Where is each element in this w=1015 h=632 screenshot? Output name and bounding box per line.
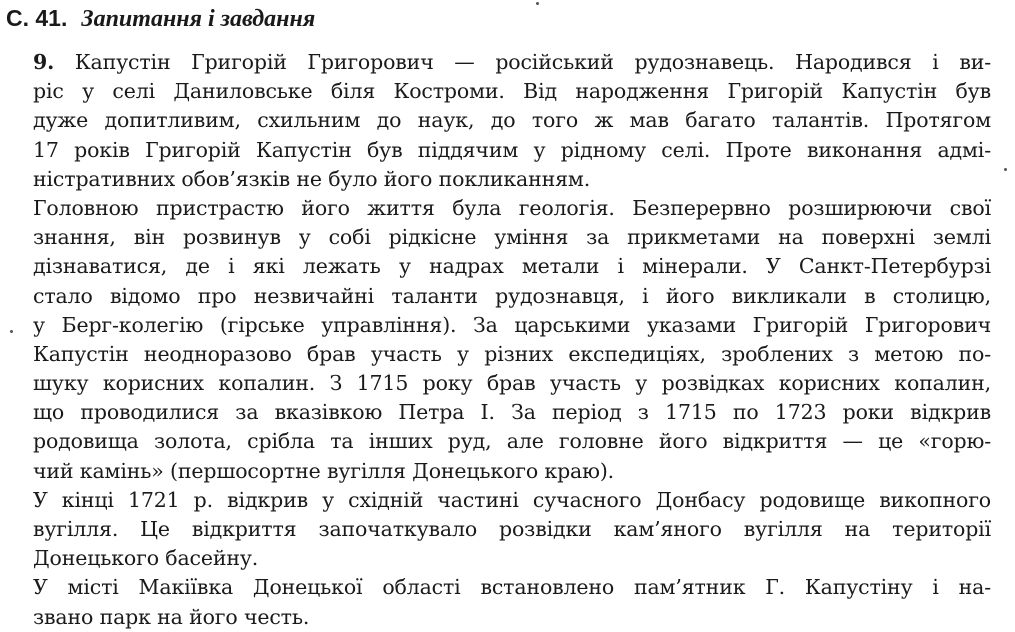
print-speck bbox=[536, 2, 539, 5]
text-line: ністративних обов’язків не було його покликанням. bbox=[33, 166, 591, 191]
text-line: У кінці 1721 р. відкрив у східній частині сучасного Донбасу родовище викопного bbox=[33, 487, 991, 512]
text-line: Донецького басейну. bbox=[33, 546, 259, 571]
text-line: ріс у селі Даниловське біля Костроми. Від народження Григорій Капустін був bbox=[33, 79, 991, 104]
print-speck bbox=[10, 330, 13, 333]
section-title: Запитання і завдання bbox=[81, 6, 316, 32]
text-line: дуже допитливим, схильним до наук, до того ж мав багато талантів. Протягом bbox=[33, 108, 991, 133]
text-line: чий камінь» (першосортне вугілля Донецького краю). bbox=[33, 458, 615, 483]
text-line: вугілля. Це відкриття започаткувало розвідки кам’яного вугілля на території bbox=[33, 517, 991, 541]
text-line bbox=[33, 48, 991, 77]
text-line: Капустін неодноразово брав участь у різних експедиціях, зроблених з метою по- bbox=[33, 341, 991, 366]
print-speck bbox=[1004, 168, 1007, 171]
text-line: звано парк на його честь. bbox=[33, 604, 310, 629]
text-line: родовища золота, срібла та інших руд, але головне його відкриття — це «горю- bbox=[33, 429, 991, 454]
text-line: знання, він розвинув у собі рідкісне уміння за прикметами на поверхні землі bbox=[33, 225, 991, 250]
text-line-content: Капустін Григорій Григорович — російський рудознавець. Народився і ви- bbox=[74, 50, 992, 74]
section-heading bbox=[6, 4, 315, 33]
text-line: що проводилися за вказівкою Петра І. За період з 1715 по 1723 роки відкрив bbox=[33, 400, 991, 425]
task-text bbox=[33, 48, 991, 632]
text-line: дізнаватися, де і які лежать у надрах метали і мінерали. У Санкт-Петербурзі bbox=[33, 254, 991, 279]
text-line: стало відомо про незвичайні таланти рудознавця, і його викликали в столицю, bbox=[33, 283, 991, 308]
text-line: У місті Макіївка Донецької області встановлено пам’ятник Г. Капустіну і на- bbox=[33, 575, 991, 600]
text-line: 17 років Григорій Капустін був піддячим у рідному селі. Проте виконання адмі- bbox=[33, 137, 991, 162]
text-line: Головною пристрастю його життя була геологія. Безперервно розширюючи свої bbox=[33, 195, 991, 220]
text-line: у Берг-колегію (гірське управління). За царськими указами Григорій Григорович bbox=[33, 312, 991, 337]
text-line: шуку корисних копалин. З 1715 року брав участь у розвідках корисних копалин, bbox=[33, 371, 991, 396]
page-reference: С. 41. bbox=[6, 5, 68, 31]
task-number: 9. bbox=[33, 50, 55, 74]
